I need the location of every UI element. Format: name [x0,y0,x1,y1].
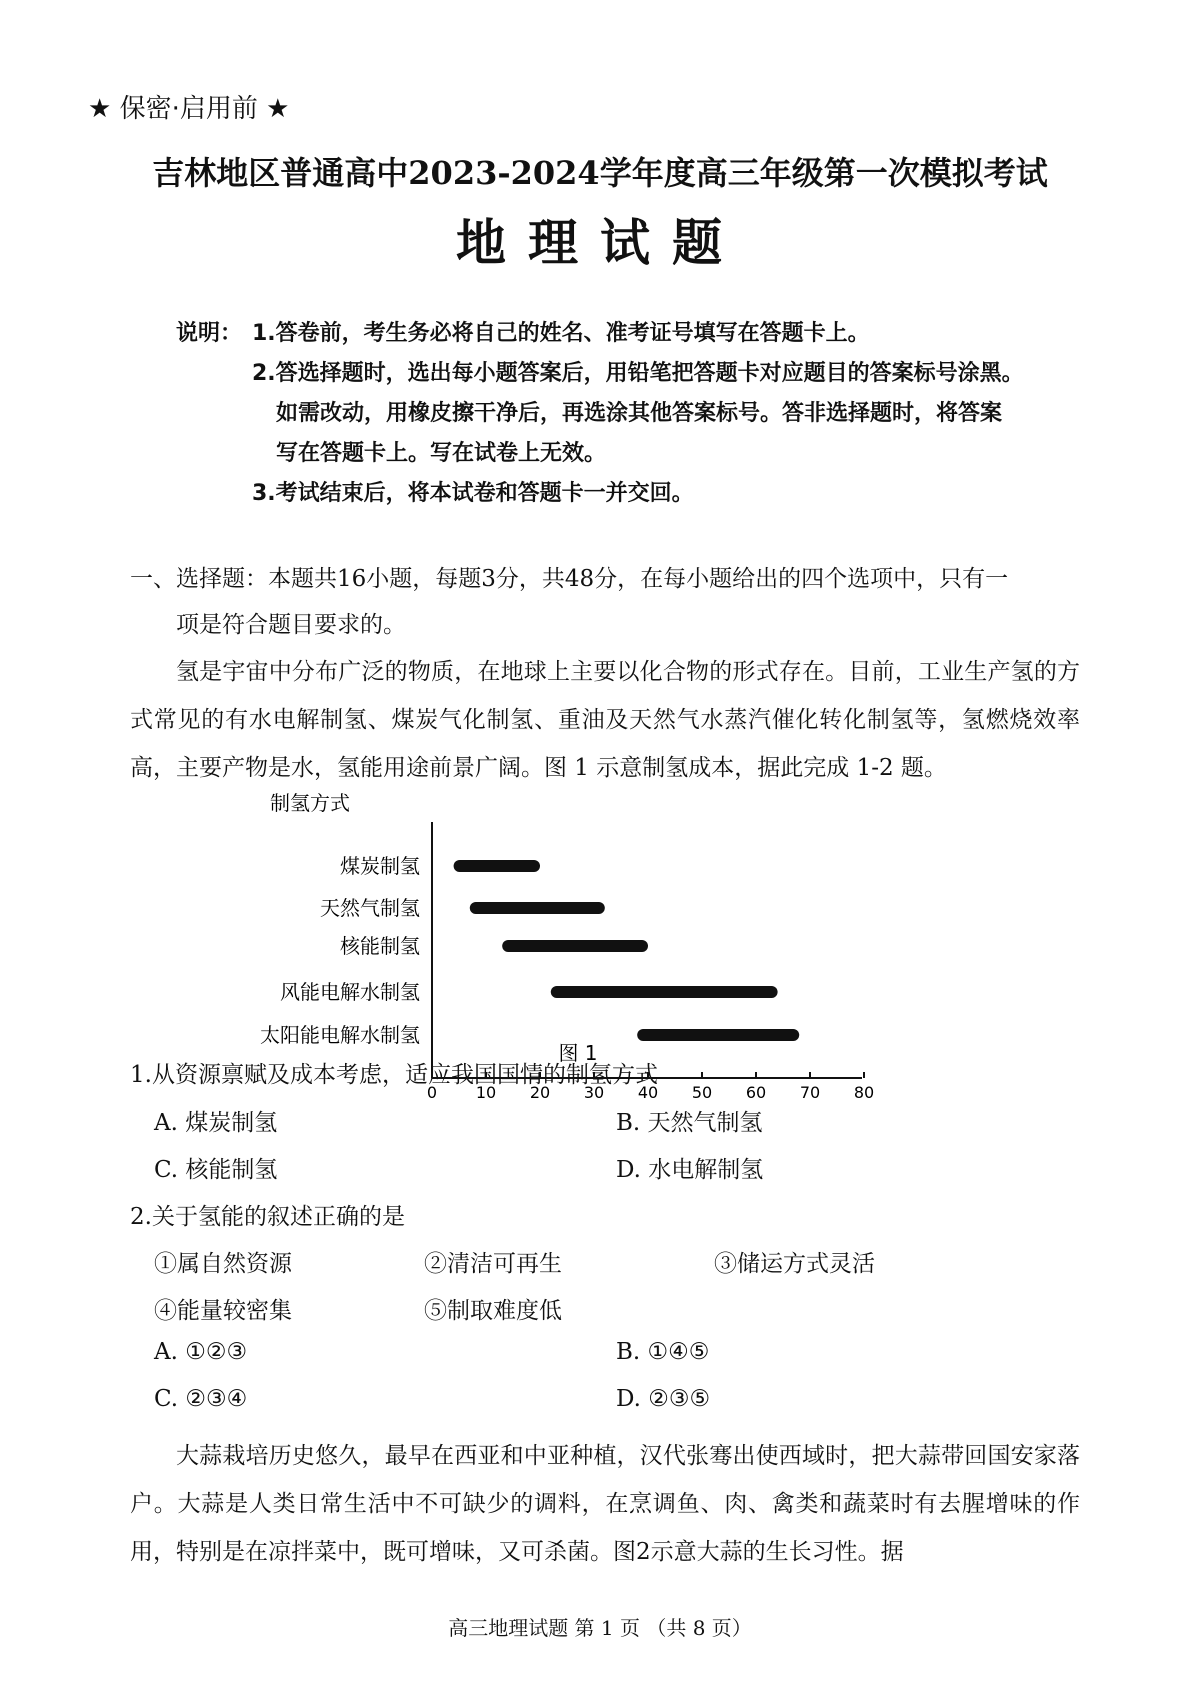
chart-category-label: 天然气制氢 [320,896,420,920]
chart-x-tick-label: 30 [583,1083,605,1100]
q2-option-d[interactable]: D. ②③⑤ [616,1386,711,1412]
instruction-item: 1.答卷前，考生务必将自己的姓名、准考证号填写在答题卡上。 [252,321,870,346]
q1-option-c[interactable]: C. 核能制氢 [154,1157,278,1183]
q1-option-b[interactable]: B. 天然气制氢 [616,1110,763,1136]
chart-x-tick-label: 40 [637,1083,659,1100]
chart-x-tick-label: 70 [799,1083,821,1100]
chart-ylabel: 制氢方式 [270,791,350,815]
q2-item: ②清洁可再生 [424,1251,562,1277]
passage-garlic: 大蒜栽培历史悠久，最早在西亚和中亚种植，汉代张骞出使西域时，把大蒜带回国安家落户。大蒜是人类日常生活中不可缺少的调料，在烹调鱼、肉、禽类和蔬菜时有去腥增味的作用，特别是在凉拌菜中，既可增味，又可杀菌。图2示意大蒜的生长习性。据 [130,1443,1080,1565]
chart-x-tick-label: 50 [691,1083,713,1100]
section-line: 一、选择题：本题共16小题，每题3分，共48分，在每小题给出的四个选项中，只有一 [130,566,1009,592]
section-heading [130,556,1008,648]
instructions-label: 说明： [176,321,243,346]
q2-item: ①属自然资源 [154,1251,292,1277]
chart-bar [502,940,648,952]
chart-x-tick-label: 10 [475,1083,497,1100]
q2-option-b[interactable]: B. ①④⑤ [616,1339,710,1365]
chart-x-tick-label: 60 [745,1083,767,1100]
instruction-item: 3.考试结束后，将本试卷和答题卡一并交回。 [252,481,694,506]
chart-category-label: 太阳能电解水制氢 [260,1023,420,1047]
instruction-item: 写在答题卡上。写在试卷上无效。 [276,441,607,466]
chart-category-label: 风能电解水制氢 [280,980,420,1004]
passage-hydrogen: 氢是宇宙中分布广泛的物质，在地球上主要以化合物的形式存在。目前，工业生产氢的方式常见的有水电解制氢、煤炭气化制氢、重油及天然气水蒸汽催化转化制氢等，氢燃烧效率高，主要产物是水，氢能用途前景广阔。图 1 示意制氢成本，据此完成 1-2 题。 [130,659,1080,781]
chart-x-tick-label: 20 [529,1083,551,1100]
subject-title: 地理试题 [456,213,744,272]
q1-option-a[interactable]: A. 煤炭制氢 [154,1110,278,1136]
page-footer: 高三地理试题 第 1 页 （共 8 页） [448,1616,752,1640]
instruction-item: 如需改动，用橡皮擦干净后，再选涂其他答案标号。答非选择题时，将答案 [276,401,1003,426]
chart-bar [454,860,540,872]
confidential-mark: ★ 保密·启用前 ★ [88,94,290,124]
chart-title: 图 1 [558,1041,598,1065]
q1-option-d[interactable]: D. 水电解制氢 [616,1157,764,1183]
chart-bar [470,902,605,914]
q2-item: ⑤制取难度低 [424,1298,562,1324]
section-line: 项是符合题目要求的。 [176,612,406,638]
chart-category-label: 核能制氢 [340,934,420,958]
q2-item: ③储运方式灵活 [714,1251,875,1277]
q2-item: ④能量较密集 [154,1298,292,1324]
hydrogen-cost-chart [220,780,880,1100]
exam-title: 吉林地区普通高中2023-2024学年度高三年级第一次模拟考试 [152,154,1048,192]
chart-bar [637,1029,799,1041]
chart-x-tick-label: 0 [426,1083,438,1100]
question-2-stem: 2.关于氢能的叙述正确的是 [130,1204,405,1230]
q2-option-a[interactable]: A. ①②③ [154,1339,248,1365]
chart-bar [551,986,778,998]
chart-category-label: 煤炭制氢 [340,854,420,878]
q2-option-c[interactable]: C. ②③④ [154,1386,248,1412]
question-1-stem: 1.从资源禀赋及成本考虑，适应我国国情的制氢方式 [130,1062,658,1088]
instruction-item: 2.答选择题时，选出每小题答案后，用铅笔把答题卡对应题目的答案标号涂黑。 [252,361,1024,386]
instructions [176,314,1024,514]
chart-x-tick-label: 80 [853,1083,875,1100]
